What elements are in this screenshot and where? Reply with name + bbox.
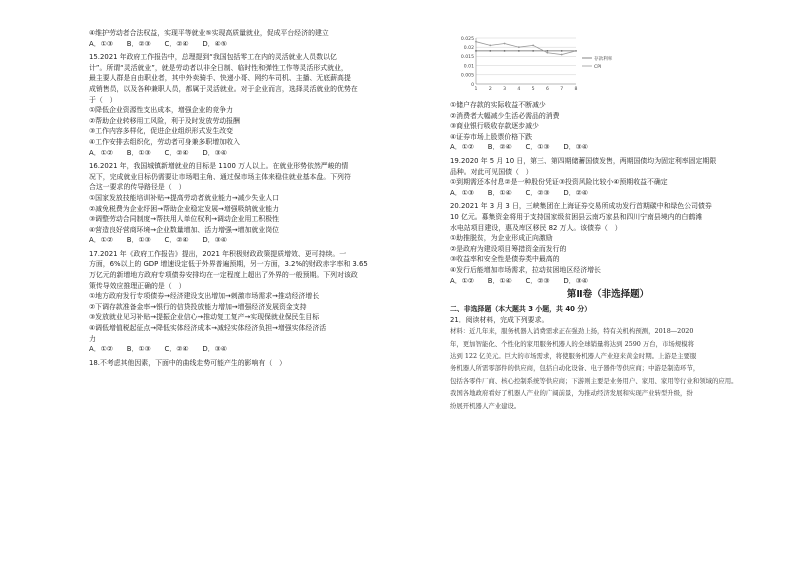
answer-options: A．①③ B．②③ C．②④ D．④⑤ — [89, 39, 227, 48]
question-18: 18.不考虑其他因素，下面中的曲线走势可能产生的影响有（ ） — [89, 358, 287, 367]
option-line: ④发行后能增加市场需求，拉动贫困地区经济增长 — [450, 265, 601, 274]
option-line: ②帮助企业转移用工风险，利于及时发放劳动报酬 — [89, 116, 240, 125]
option-line: ②减免税费为企业纾困→帮助企业稳定发展→增强吸纳就业能力 — [89, 204, 279, 213]
answer-options: A．①③ B．①④ C．②③ D．②④ — [450, 188, 588, 197]
text-line: ④维护劳动者合法权益，实现平等就业⑤实现高质量就业，促成平台经济的建立 — [89, 29, 329, 37]
data-point — [475, 41, 477, 43]
option-line: ②消费者大幅减少生活必需品的消费 — [450, 111, 560, 120]
option-line: ①储户存款的实际收益不断减少 — [450, 101, 546, 109]
material-line: 包括各零件厂商、核心控制系统等供应商；下游则主要是业务用户、家用、家用等行业和领域的应用。 — [450, 376, 738, 385]
option-line: 力 — [89, 334, 96, 343]
answer-options: A．①② B．①③ C．②④ D．③④ — [89, 236, 227, 245]
question-15: 15.2021 年政府工作报告中，总理提到“我国包括零工在内的灵活就业人员数以亿 — [89, 53, 337, 62]
option-line: ④营造良好营商环境→企业数量增加、活力增强→增加就业岗位 — [89, 225, 279, 234]
text-line: 方面，6%以上的 GDP 增速设定低于外界普遍预期，另一方面，3.2%的财政赤字率和 3.65 — [89, 260, 368, 269]
text-line: 10 亿元。募集资金将用于支持国家级贫困县云南巧家县和四川宁南县境内的白鹤滩 — [450, 212, 703, 221]
option-line: ③收益率和安全性是债券类中最高的 — [450, 255, 560, 264]
material-line: 纷展开机器人产业建设。 — [450, 401, 521, 410]
option-line: ④工作安排去组织化，劳动者可身兼多职增加收入 — [89, 137, 240, 146]
question-16: 16.2021 年，我国城镇新增就业的目标是 1100 万人以上。在就业形势依然严峻的情 — [89, 162, 349, 171]
x-tick-label: 8 — [574, 87, 578, 92]
material-line: 达到 122 亿美元。巨大的市场需求，将使服务机器人产业迎来黄金时期。上游是主要服 — [450, 352, 697, 361]
option-line: ①国家发放技能培训补贴→提高劳动者就业能力→减少失业人口 — [89, 193, 279, 202]
data-point — [575, 50, 577, 52]
option-line: ③商业银行吸收存款逐步减少 — [450, 122, 539, 131]
text-line: 策传导效应推理正确的是（ ） — [89, 281, 186, 290]
question-19: 19.2020 年 5 月 10 日，第三、第四期储蓄国债发售，两期国债均为固定利率固定期限 — [450, 156, 717, 165]
question-17: 17.2021 年《政府工作报告》提出，2021 年积极财政政策提质增效、更可持续。一 — [89, 249, 347, 258]
left-column — [89, 28, 395, 368]
y-tick-label: 0.02 — [463, 46, 474, 51]
material-line: 材料：近几年来，服务机器人消费需求正在强劲上扬，特有关机构预测，2018—2020 — [450, 327, 694, 336]
data-point — [504, 43, 506, 45]
option-line: ②下调存款准备金率→银行的信贷投放能力增加→增强经济发展资金支持 — [89, 302, 307, 311]
x-tick-label: 4 — [517, 87, 521, 92]
y-tick-label: 0 — [471, 82, 474, 88]
text-line: 品种。对此可见国债（ ） — [450, 167, 533, 176]
text-line: 计”。所谓“灵活就业”，就是劳动者以非全日制、临时性和弹性工作等灵活形式就业， — [89, 63, 348, 72]
option-line: ③调整劳动合同制度→帮扶用人单位权利→调动企业用工积极性 — [89, 215, 279, 224]
data-point — [504, 50, 506, 52]
data-point — [475, 50, 477, 52]
y-tick-label: 0.015 — [460, 55, 474, 61]
text-line: 于（ ） — [89, 95, 117, 104]
text-line: 水电站项目建设，惠及库区移民 82 万人。该债券（ ） — [450, 223, 622, 232]
data-point — [489, 50, 491, 52]
option-line: ①地方政府发行专项债券→经济建设支出增加→刺激市场需求→推动经济增长 — [89, 292, 320, 301]
right-column — [450, 24, 766, 412]
data-point — [532, 44, 534, 46]
answer-options: A．①② B．①③ C．②④ D．③④ — [89, 148, 227, 157]
data-point — [532, 50, 534, 52]
data-point — [518, 50, 520, 52]
data-point — [561, 54, 563, 56]
y-tick-label: 0.025 — [460, 36, 474, 42]
series-line — [476, 42, 576, 55]
data-point — [561, 50, 563, 52]
x-tick-label: 2 — [488, 87, 492, 92]
option-line: ①到期需还本付息②是一种股份凭证③投资风险比较小④预期收益不确定 — [450, 178, 668, 187]
chart-svg — [450, 34, 630, 100]
question-20: 20.2021 年 3 月 3 日，三峡集团在上海证券交易所成功发行首期碳中和绿色公司债券 — [450, 202, 712, 211]
section-subtitle: 二、非选择题（本大题共 3 小题，共 40 分） — [450, 305, 592, 314]
data-point — [547, 50, 549, 52]
material-line: 务机器人所需零部件的供应商，包括自动化设备、电子器件等供应商；中游是制造环节， — [450, 364, 700, 373]
y-tick-label: 0.01 — [463, 64, 474, 70]
x-tick-label: 1 — [474, 87, 478, 92]
x-tick-label: 3 — [503, 87, 507, 92]
text-line: 合这一要求的传导路径是（ ） — [89, 183, 186, 192]
section-title: 第Ⅱ卷（非选择题） — [566, 289, 650, 301]
x-tick-label: 7 — [560, 87, 564, 92]
option-line: ④证券市场上股票价格下跌 — [450, 132, 532, 141]
answer-options: A．①② B．①④ C．②③ D．③④ — [450, 276, 588, 285]
x-tick-label: 5 — [531, 87, 535, 92]
text-line: 成销售员，以及各种兼职人员，都属于灵活就业。对于企业而言，选择灵活就业的优势在 — [89, 84, 358, 93]
text-line: 最主要人群是自由职业者，其中外卖骑手、快递小哥、网约车司机、主播、无底薪高提 — [89, 74, 351, 83]
text-line: 万亿元的新增地方政府专项债券安排均在一定程度上超出了外界的一般预期。下列对该政 — [89, 271, 358, 280]
option-line: ③工作内容多样化，促进企业组织形式发生改变 — [89, 127, 233, 136]
data-point — [489, 44, 491, 46]
line-chart — [450, 34, 766, 100]
legend-label: CPI — [594, 64, 602, 70]
material-line: 年，更加智能化、个性化的家用服务机器人的全球销量将达到 2590 万台，市场规模将 — [450, 339, 694, 348]
option-line: ①助推脱贫，为企业形成正向激励 — [450, 234, 553, 243]
y-tick-label: 0.005 — [460, 73, 474, 79]
data-point — [518, 46, 520, 48]
text-line: 况下，完成就业目标仍需要让市场唱主角、通过保市场主体来稳住就业基本盘。下列符 — [89, 172, 351, 181]
x-tick-label: 6 — [545, 87, 549, 92]
answer-options: A．①② B．②④ C．①③ D．③④ — [450, 143, 588, 152]
option-line: ③发放就业见习补贴→提振企业信心→推动复工复产→实现保就业保民生目标 — [89, 313, 320, 322]
option-line: ④调低增值税起征点→降低实体经济成本→减轻实体经济负担→增强实体经济活 — [89, 324, 327, 333]
legend-label: 存款利率 — [594, 56, 613, 62]
question-21: 21．阅读材料，完成下列要求。 — [450, 315, 549, 324]
option-line: ②是政府为建设项目筹措资金而发行的 — [450, 244, 567, 253]
material-line: 我国各地政府看好了机器人产业的广阔前景，为推动经济发展和实现产业转型升级，纷 — [450, 389, 693, 398]
answer-options: A．①② B．①③ C．②④ D．③④ — [89, 345, 227, 354]
data-point — [547, 52, 549, 54]
option-line: ①降低企业资源性支出成本，增强企业的竞争力 — [89, 106, 233, 115]
